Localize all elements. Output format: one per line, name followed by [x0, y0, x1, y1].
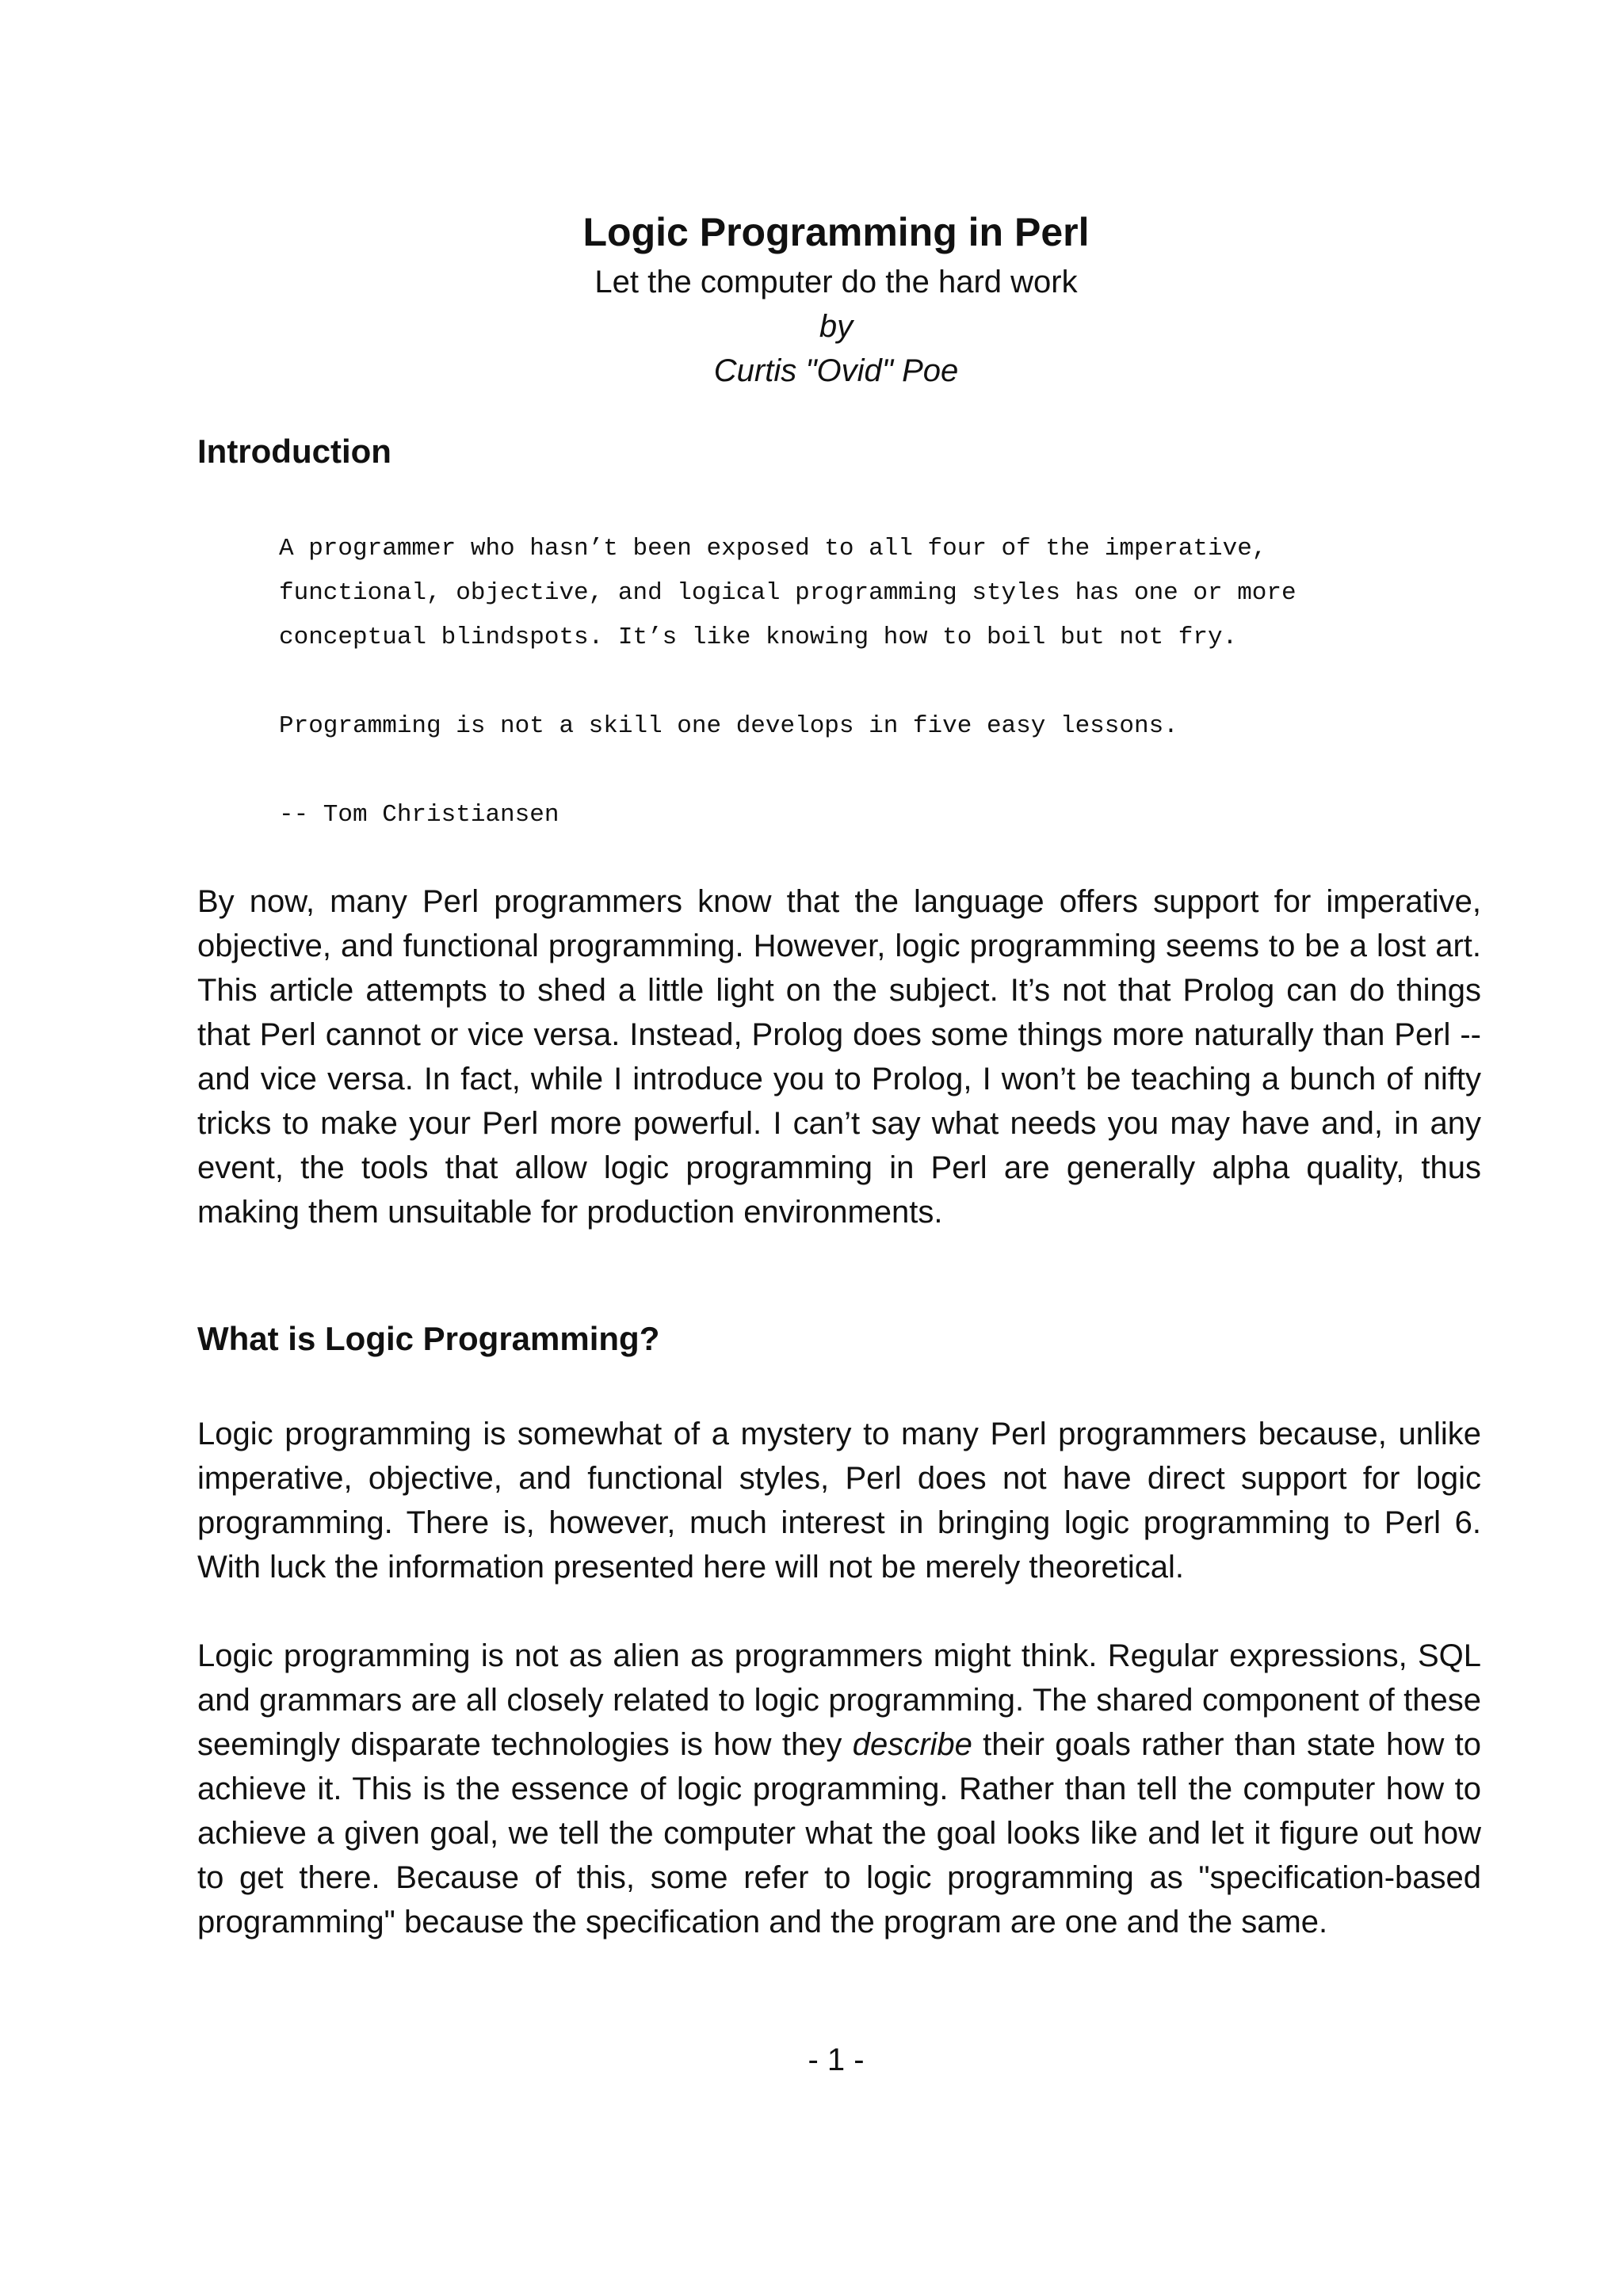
epigraph-line-3: conceptual blindspots. It’s like knowing how to boil but not fry.: [279, 624, 1238, 651]
page-number: - 1 -: [808, 2042, 865, 2077]
epigraph-line-2: functional, objective, and logical programming styles has one or more: [279, 579, 1296, 607]
document-subtitle: Let the computer do the hard work: [594, 265, 1078, 299]
title-block: [0, 204, 1623, 393]
document-title: Logic Programming in Perl: [582, 210, 1090, 254]
epigraph-line-1: A programmer who hasn’t been exposed to all four of the imperative,: [279, 535, 1267, 563]
author-name: Curtis "Ovid" Poe: [713, 353, 959, 388]
what-is-paragraph-2: [197, 1634, 1481, 1944]
what-is-paragraph-1: Logic programming is somewhat of a mystery to many Perl programmers because, unlike imperative, objective, and functional styles, Perl does not have direct support for logic programming. There is, however, much interest in bringing logic programming to Perl 6. With luck the information presented here will not be merely theoretical.: [197, 1417, 1481, 1585]
introduction-heading: Introduction: [197, 433, 391, 470]
paragraph-2-text-after: their goals rather than state how to achieve it. This is the essence of logic programming. Rather than tell the computer how to achieve a given goal, we tell the computer what the goal looks like and let it figure out how to get there. Because of this, some refer to logic programming as "specification-based programming" because the specification and the program are one and the same.: [197, 1727, 1481, 1939]
byline-by: by: [819, 309, 854, 344]
epigraph-line-4: Programming is not a skill one develops in five easy lessons.: [279, 712, 1178, 740]
paragraph-2-emphasis: describe: [852, 1727, 972, 1762]
paragraph-2-text-before: Logic programming is not as alien as programmers might think. Regular expressions, SQL and grammars are all closely related to logic programming. The shared component of these seemingly disparate technologies is how they: [197, 1638, 1481, 1762]
epigraph-attribution: -- Tom Christiansen: [279, 801, 559, 829]
introduction-paragraph: By now, many Perl programmers know that the language offers support for imperative, objective, and functional programming. However, logic programming seems to be a lost art. This article attempts to shed a little light on the subject. It’s not that Prolog can do things that Perl cannot or vice versa. Instead, Prolog does some things more naturally than Perl -- and vice versa. In fact, while I introduce you to Prolog, I won’t be teaching a bunch of nifty tricks to make your Perl more powerful. I can’t say what needs you may have and, in any event, the tools that allow logic programming in Perl are generally alpha quality, thus making them unsuitable for production environments.: [197, 884, 1481, 1230]
what-is-logic-programming-heading: What is Logic Programming?: [197, 1320, 660, 1357]
